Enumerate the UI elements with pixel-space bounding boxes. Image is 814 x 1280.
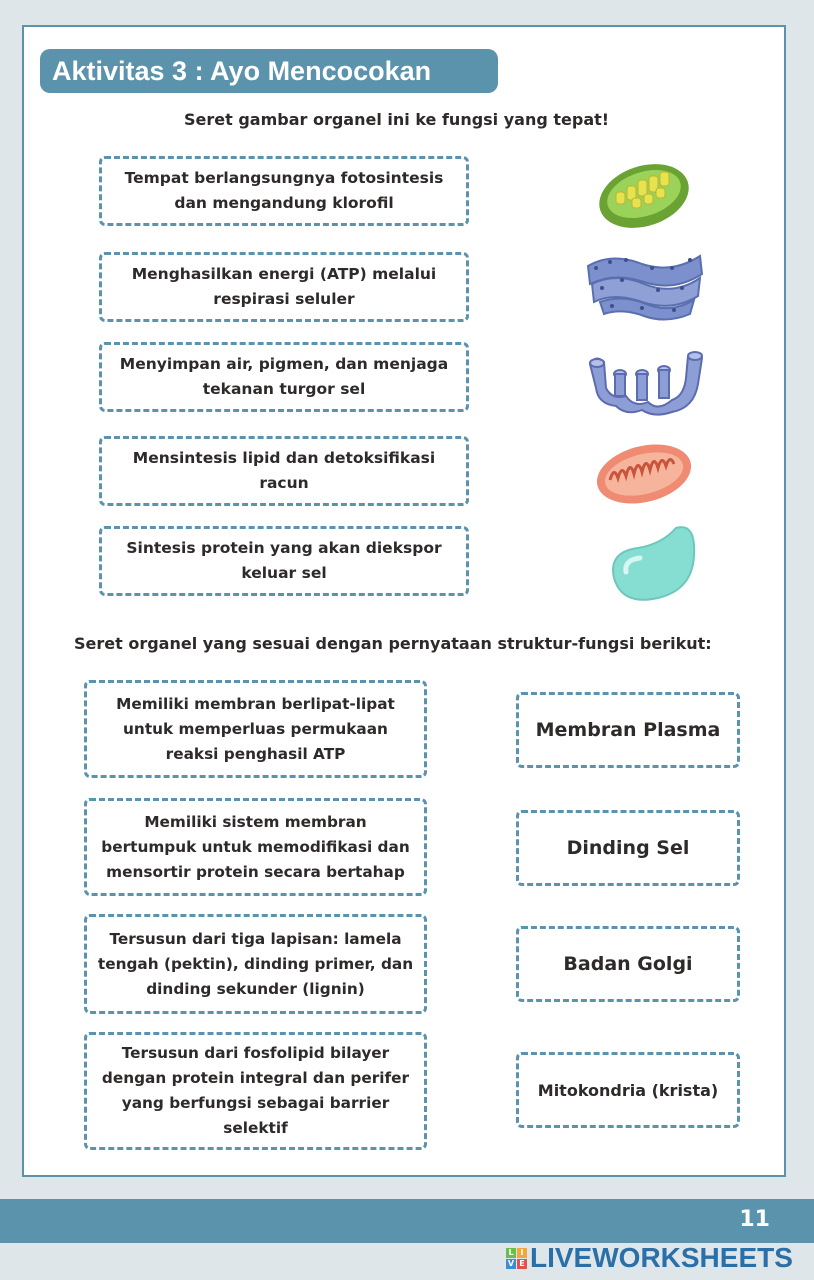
function-drop-box-4[interactable]: Mensintesis lipid dan detoksifikasi racun	[99, 436, 469, 506]
statement-box-1: Memiliki membran berlipat-lipat untuk memperluas permukaan reaksi penghasil ATP	[84, 680, 427, 778]
function-drop-box-5[interactable]: Sintesis protein yang akan diekspor keluar sel	[99, 526, 469, 596]
section1-instruction: Seret gambar organel ini ke fungsi yang tepat!	[184, 110, 610, 129]
function-drop-box-2[interactable]: Menghasilkan energi (ATP) melalui respirasi seluler	[99, 252, 469, 322]
liveworksheets-logo-icon: L I V E	[506, 1248, 527, 1269]
option-membran-plasma[interactable]: Membran Plasma	[516, 692, 740, 768]
chloroplast-icon[interactable]	[594, 154, 698, 234]
liveworksheets-logo	[506, 1244, 793, 1272]
statement-box-3: Tersusun dari tiga lapisan: lamela tengah (pektin), dinding primer, dan dinding sekunder (lignin)	[84, 914, 427, 1014]
activity-title: Aktivitas 3 : Ayo Mencocokan	[40, 49, 498, 93]
function-drop-box-1[interactable]: Tempat berlangsungnya fotosintesis dan mengandung klorofil	[99, 156, 469, 226]
statement-box-2: Memiliki sistem membran bertumpuk untuk memodifikasi dan mensortir protein secara bertahap	[84, 798, 427, 896]
mitochondria-icon[interactable]	[594, 436, 694, 508]
brand-name: LIVEWORKSHEETS	[530, 1242, 793, 1273]
page-number: 11	[739, 1207, 770, 1232]
section2-instruction: Seret organel yang sesuai dengan pernyataan struktur-fungsi berikut:	[74, 634, 712, 653]
rough-er-icon[interactable]	[582, 244, 706, 322]
statement-box-4: Tersusun dari fosfolipid bilayer dengan protein integral dan perifer yang berfungsi sebagai barrier selektif	[84, 1032, 427, 1150]
option-dinding-sel[interactable]: Dinding Sel	[516, 810, 740, 886]
vacuole-icon[interactable]	[604, 522, 700, 604]
smooth-er-icon[interactable]	[586, 348, 706, 418]
option-badan-golgi[interactable]: Badan Golgi	[516, 926, 740, 1002]
footer-bar	[0, 1199, 814, 1243]
option-mitokondria-krista[interactable]: Mitokondria (krista)	[516, 1052, 740, 1128]
function-drop-box-3[interactable]: Menyimpan air, pigmen, dan menjaga tekanan turgor sel	[99, 342, 469, 412]
